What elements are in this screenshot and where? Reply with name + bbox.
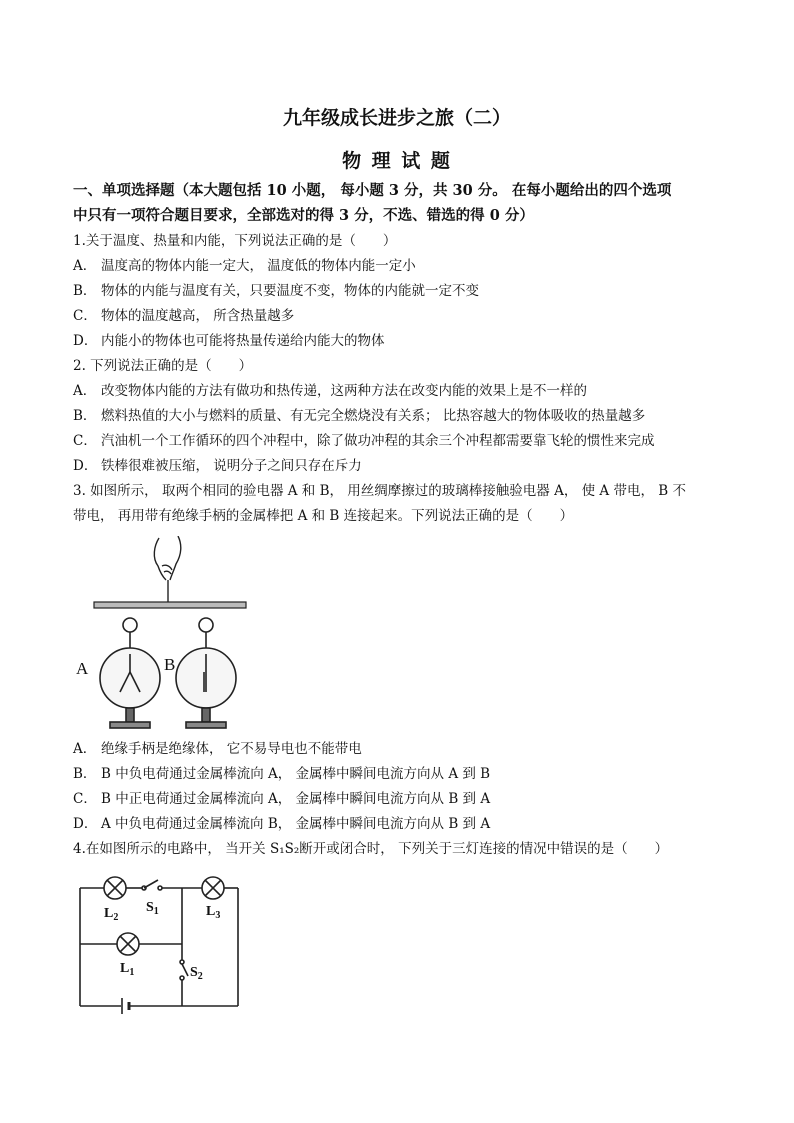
switch-s2 xyxy=(180,960,188,980)
option-key: D． xyxy=(73,333,98,349)
circuit-figure xyxy=(74,872,244,1014)
option-text: B 中负电荷通过金属棒流向 A， 金属棒中瞬间电流方向从 A 到 B xyxy=(101,766,491,782)
q1-stem: 1.关于温度、热量和内能，下列说法正确的是（ ） xyxy=(73,233,397,249)
option-key: B． xyxy=(73,283,97,299)
switch-s1 xyxy=(142,880,162,890)
option-key: C． xyxy=(73,791,97,807)
option-text: 汽油机一个工作循环的四个冲程中，除了做功冲程的其余三个冲程都需要靠飞轮的惯性来完成 xyxy=(101,433,655,449)
lamp-l2 xyxy=(104,877,126,899)
label-s1: $S_1$ xyxy=(146,900,159,917)
q2-option-c xyxy=(73,432,655,450)
option-key: B． xyxy=(73,408,97,424)
option-text: 铁棒很难被压缩， 说明分子之间只存在斥力 xyxy=(101,458,362,474)
q1-option-b xyxy=(73,282,479,300)
option-text: A 中负电荷通过金属棒流向 B， 金属棒中瞬间电流方向从 B 到 A xyxy=(101,816,491,832)
label-a: A xyxy=(76,659,89,678)
exam-title: 九年级成长进步之旅（二） xyxy=(282,107,511,129)
q2-option-a xyxy=(73,382,587,400)
label-l2: $L_2$ xyxy=(104,906,119,923)
q1-option-c xyxy=(73,307,294,325)
q3-option-a xyxy=(73,740,362,758)
option-key: A． xyxy=(73,741,97,757)
q3-option-b xyxy=(73,765,490,783)
option-key: C． xyxy=(73,433,97,449)
lamp-l3 xyxy=(202,877,224,899)
lamp-l1 xyxy=(117,933,139,955)
q2-option-b xyxy=(73,407,645,425)
label-l1: $L_1$ xyxy=(120,961,135,978)
exam-subject: 物 理 试 题 xyxy=(342,150,452,172)
option-text: 燃料热值的大小与燃料的质量、有无完全燃烧没有关系； 比热容越大的物体吸收的热量越多 xyxy=(101,408,646,424)
option-text: 改变物体内能的方法有做功和热传递，这两种方法在改变内能的效果上是不一样的 xyxy=(101,383,587,399)
section-heading-line1: 一、单项选择题（本大题包括 10 小题， 每小题 3 分，共 30 分。 在每小题给出的四个选项 xyxy=(73,182,672,199)
electroscope-a xyxy=(100,618,160,728)
q2-option-d xyxy=(73,457,362,475)
option-key: D． xyxy=(73,816,98,832)
q1-option-d xyxy=(73,332,385,350)
option-key: C． xyxy=(73,308,97,324)
hand-illustration xyxy=(154,536,180,602)
battery xyxy=(122,998,129,1014)
option-text: 绝缘手柄是绝缘体， 它不易导电也不能带电 xyxy=(101,741,362,757)
q4-stem: 4.在如图所示的电路中， 当开关 S₁S₂断开或闭合时， 下列关于三灯连接的情况中错误的是（ ） xyxy=(73,841,669,857)
label-s2: $S_2$ xyxy=(190,965,203,982)
label-b: B xyxy=(164,655,176,674)
label-l3: $L_3$ xyxy=(206,904,221,921)
option-key: B． xyxy=(73,766,97,782)
q1-option-a xyxy=(73,257,416,275)
section-heading-line2: 中只有一项符合题目要求，全部选对的得 3 分，不选、错选的得 0 分） xyxy=(73,207,534,224)
q3-stem-line1: 3. 如图所示， 取两个相同的验电器 A 和 B， 用丝绸摩擦过的玻璃棒接触验电器 A， 使 A 带电， B 不 xyxy=(73,483,686,499)
q3-stem-line2: 带电， 再用带有绝缘手柄的金属棒把 A 和 B 连接起来。下列说法正确的是（ ） xyxy=(73,508,574,524)
q2-stem: 2. 下列说法正确的是（ ） xyxy=(73,358,253,374)
option-key: A． xyxy=(73,383,97,399)
q3-option-c xyxy=(73,790,490,808)
metal-rod xyxy=(94,602,246,608)
option-text: 物体的内能与温度有关，只要温度不变，物体的内能就一定不变 xyxy=(101,283,479,299)
q3-option-d xyxy=(73,815,490,833)
option-text: 内能小的物体也可能将热量传递给内能大的物体 xyxy=(101,333,385,349)
option-text: 物体的温度越高， 所含热量越多 xyxy=(101,308,295,324)
electroscope-b xyxy=(176,618,236,728)
option-key: A． xyxy=(73,258,97,274)
option-text: 温度高的物体内能一定大， 温度低的物体内能一定小 xyxy=(101,258,416,274)
option-key: D． xyxy=(73,458,98,474)
option-text: B 中正电荷通过金属棒流向 A， 金属棒中瞬间电流方向从 B 到 A xyxy=(101,791,491,807)
electroscope-figure xyxy=(74,536,250,732)
